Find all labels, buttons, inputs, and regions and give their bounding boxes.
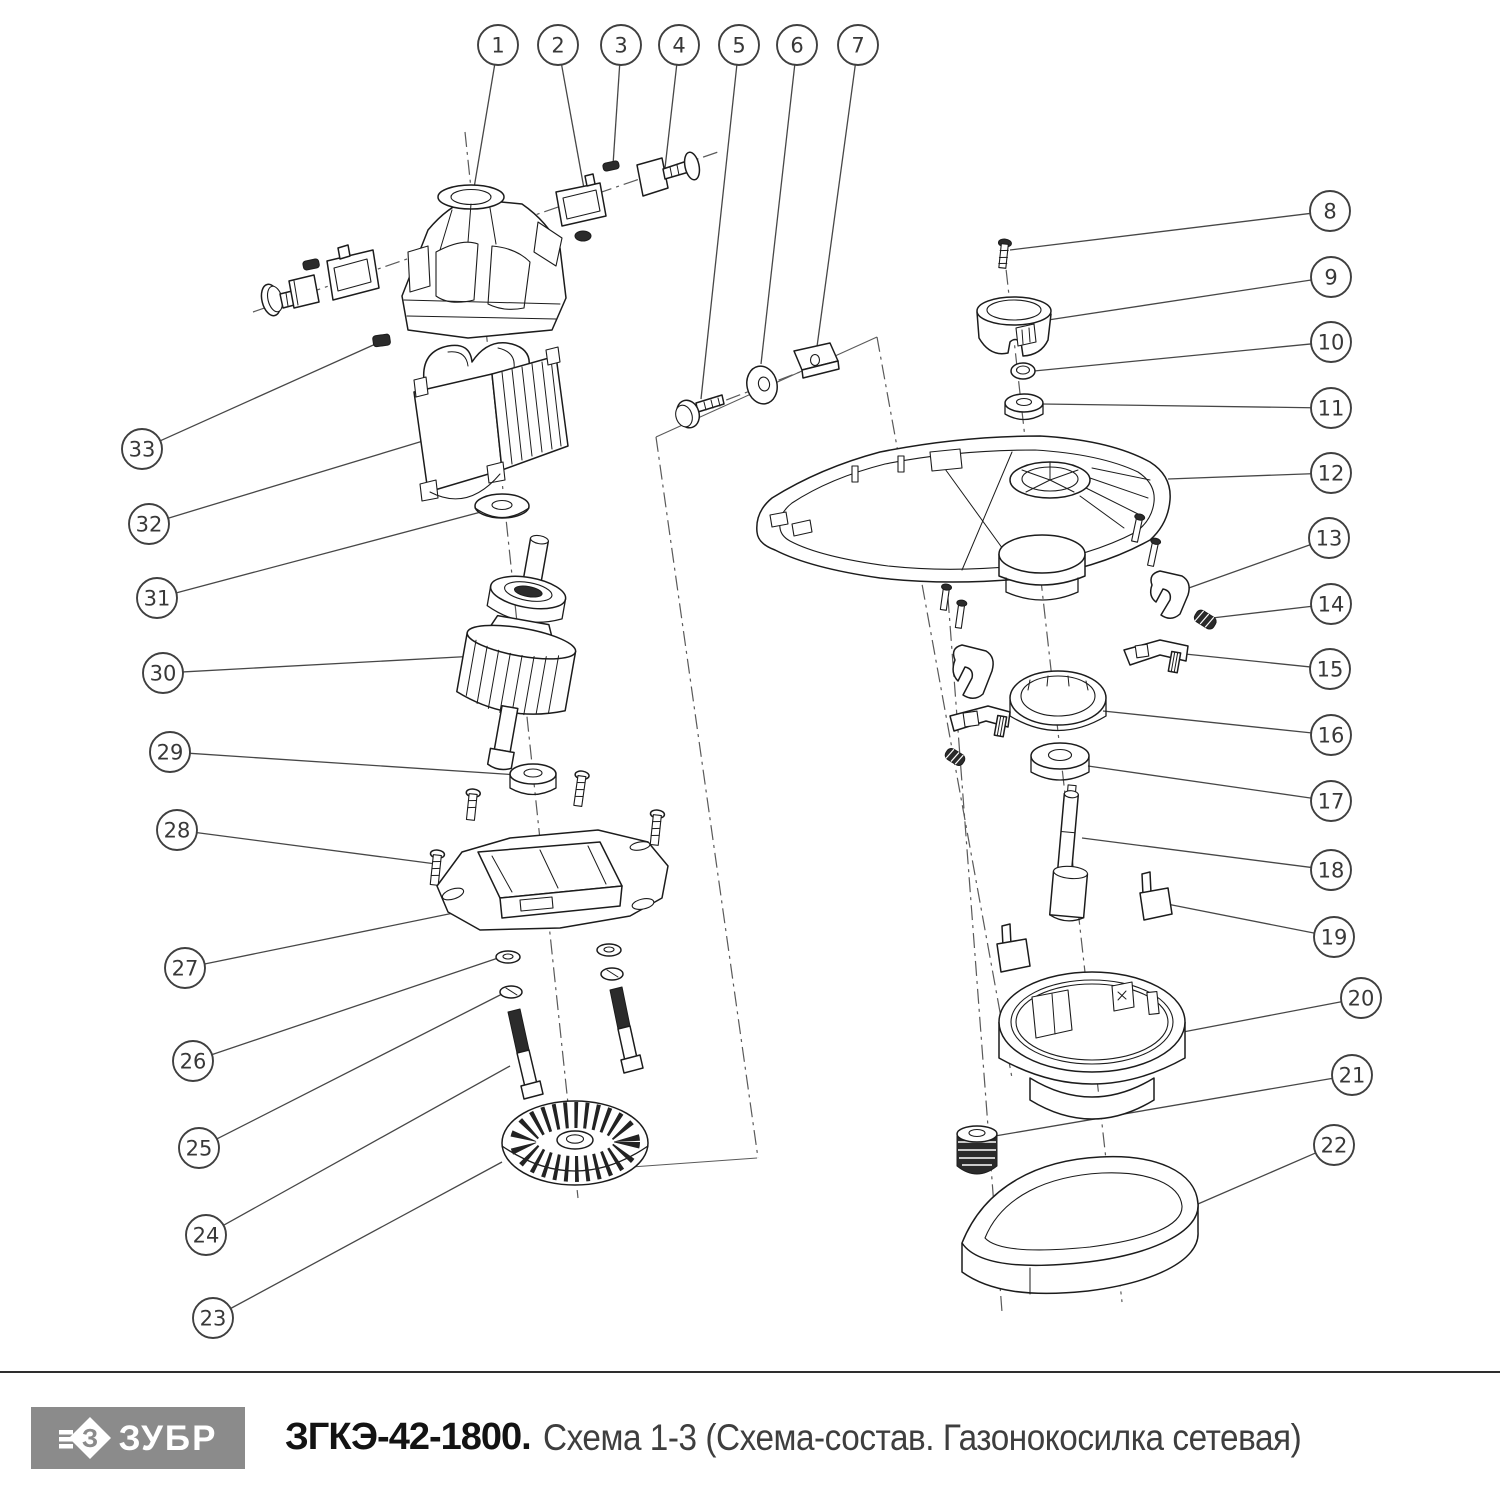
svg-text:31: 31 [143, 586, 171, 611]
leader-line-27 [205, 908, 478, 964]
brand-text: ЗУБР [118, 1418, 218, 1458]
callout-24 [186, 1215, 226, 1255]
leader-line-13 [1186, 545, 1310, 589]
screw-28d [647, 809, 665, 845]
callout-22 [1314, 1125, 1354, 1165]
svg-text:1: 1 [491, 33, 505, 58]
svg-text:17: 17 [1317, 789, 1345, 814]
leader-line-17 [1088, 766, 1311, 798]
svg-text:13: 13 [1315, 526, 1343, 551]
svg-text:19: 19 [1320, 925, 1348, 950]
callout-6 [777, 25, 817, 65]
svg-text:28: 28 [163, 818, 191, 843]
svg-text:27: 27 [171, 956, 199, 981]
part-11-bearing [1005, 394, 1043, 420]
svg-text:7: 7 [851, 33, 865, 58]
callout-2 [538, 25, 578, 65]
leader-line-22 [1191, 1153, 1316, 1207]
callout-3 [601, 25, 641, 65]
leader-line-9 [1048, 280, 1311, 320]
leader-line-5 [701, 65, 737, 399]
part-22-belt [962, 1157, 1198, 1294]
leader-line-11 [1042, 404, 1311, 408]
leader-line-7 [816, 65, 855, 354]
callout-32 [129, 504, 169, 544]
part-14-spring-left [943, 747, 966, 768]
schematic-title [285, 1373, 1385, 1500]
svg-text:23: 23 [199, 1306, 227, 1331]
part-26-washers [496, 944, 621, 963]
part-13-latch-left [953, 645, 993, 698]
callout-14 [1311, 584, 1351, 624]
part-33-nut [372, 334, 390, 347]
svg-text:33: 33 [128, 437, 156, 462]
callout-17 [1311, 781, 1351, 821]
callout-4 [659, 25, 699, 65]
part-4-cap-screw [637, 151, 702, 196]
part-15-bracket-right [1124, 640, 1188, 673]
callout-13 [1309, 518, 1349, 558]
leader-line-12 [1168, 474, 1311, 479]
svg-text:25: 25 [185, 1136, 213, 1161]
svg-text:16: 16 [1317, 723, 1345, 748]
svg-text:6: 6 [790, 33, 804, 58]
svg-text:4: 4 [672, 33, 686, 58]
leader-line-16 [1103, 711, 1311, 733]
part-6-washer [743, 363, 780, 406]
svg-text:З: З [81, 1423, 98, 1453]
part-13-latch-right [1151, 571, 1189, 618]
svg-text:5: 5 [732, 33, 746, 58]
leader-line-3 [613, 65, 620, 165]
callout-16 [1311, 715, 1351, 755]
part-21-bushing [957, 1126, 997, 1174]
callout-23 [193, 1298, 233, 1338]
part-2-brush-holder [556, 174, 606, 241]
callout-8 [1310, 191, 1350, 231]
leader-line-23 [231, 1162, 502, 1308]
svg-text:14: 14 [1317, 592, 1345, 617]
part-32-stator [414, 343, 568, 501]
part-3-screw [602, 160, 619, 171]
leader-line-30 [183, 656, 477, 672]
svg-text:21: 21 [1338, 1063, 1366, 1088]
callout-10 [1311, 322, 1351, 362]
svg-text:3: 3 [614, 33, 628, 58]
part-20-blade-drum [999, 972, 1185, 1119]
callout-18 [1311, 850, 1351, 890]
callout-12 [1311, 453, 1351, 493]
zubr-logo-icon [59, 1415, 111, 1461]
callout-28 [157, 810, 197, 850]
svg-text:30: 30 [149, 661, 177, 686]
svg-text:9: 9 [1324, 265, 1338, 290]
part-24-bolt-left [508, 1009, 543, 1099]
callout-25 [179, 1128, 219, 1168]
callout-1 [478, 25, 518, 65]
part-27-motor-mount [437, 830, 668, 930]
footer [0, 1371, 1500, 1500]
svg-text:10: 10 [1317, 330, 1345, 355]
leader-lines [160, 65, 1341, 1309]
svg-text:22: 22 [1320, 1133, 1348, 1158]
svg-text:20: 20 [1347, 986, 1375, 1011]
svg-text:32: 32 [135, 512, 163, 537]
callout-11 [1311, 388, 1351, 428]
callout-19 [1314, 917, 1354, 957]
part-14-spring-right [1192, 608, 1218, 631]
part-9-knob [977, 297, 1051, 356]
part-18-shaft [1049, 784, 1095, 922]
part-17-bearing [1031, 743, 1089, 780]
svg-text:12: 12 [1317, 461, 1345, 486]
leader-line-2 [562, 65, 585, 194]
callout-20 [1341, 978, 1381, 1018]
leader-line-15 [1185, 654, 1310, 667]
leader-line-14 [1212, 606, 1311, 618]
leader-line-26 [212, 956, 504, 1055]
part-29-bearing [510, 764, 556, 795]
callout-7 [838, 25, 878, 65]
leader-line-29 [190, 753, 518, 775]
part-7-plate [794, 343, 839, 378]
part-19-plate-right [1140, 872, 1172, 920]
leader-line-28 [197, 833, 436, 864]
part-12-deck-housing [757, 436, 1170, 629]
callout-15 [1310, 649, 1350, 689]
svg-text:8: 8 [1323, 199, 1337, 224]
leader-line-1 [472, 65, 495, 200]
callout-26 [173, 1041, 213, 1081]
part-1-motor-top-housing [402, 185, 566, 338]
part-10-ring [1011, 363, 1035, 379]
svg-text:18: 18 [1317, 858, 1345, 883]
part-19-plate-left [997, 924, 1030, 972]
leader-line-10 [1034, 344, 1311, 371]
svg-text:15: 15 [1316, 657, 1344, 682]
callout-21 [1332, 1055, 1372, 1095]
callout-9 [1311, 257, 1351, 297]
brush-kit-left-group [258, 245, 379, 318]
leader-line-19 [1167, 904, 1314, 933]
svg-text:2: 2 [551, 33, 565, 58]
callout-29 [150, 732, 190, 772]
callout-31 [137, 578, 177, 618]
leader-line-8 [1010, 213, 1310, 250]
callout-30 [143, 653, 183, 693]
callout-33 [122, 429, 162, 469]
leader-line-32 [168, 431, 456, 518]
screw-28b [571, 770, 590, 807]
callout-27 [165, 948, 205, 988]
screw-28c [463, 788, 480, 820]
zubr-logo [31, 1407, 245, 1469]
svg-text:29: 29 [156, 740, 184, 765]
part-15-bracket-left [950, 706, 1010, 737]
leader-line-31 [176, 508, 496, 593]
leader-line-6 [761, 65, 795, 364]
svg-text:26: 26 [179, 1049, 207, 1074]
leader-line-24 [223, 1066, 510, 1225]
leader-line-33 [160, 342, 380, 441]
part-8-screw [996, 238, 1012, 268]
part-31-washer [475, 494, 529, 518]
leader-line-20 [1183, 1002, 1341, 1032]
part-24-bolt-right [610, 987, 643, 1073]
leader-line-4 [665, 65, 677, 168]
leader-line-25 [217, 992, 506, 1139]
part-16-ring [1010, 671, 1106, 731]
svg-text:24: 24 [192, 1223, 220, 1248]
callout-bubbles [122, 25, 1381, 1338]
part-30-rotor [445, 526, 594, 779]
part-5-screw [673, 395, 724, 431]
callout-5 [719, 25, 759, 65]
schematic-subtitle: Схема 1-3 (Схема-состав. Газонокосилка сетевая) [542, 1416, 1301, 1458]
model-number: ЗГКЭ-42-1800. [285, 1416, 531, 1458]
leader-line-18 [1082, 838, 1311, 867]
part-23-fan [502, 1101, 648, 1185]
part-25-lock-washers [500, 968, 623, 998]
svg-text:11: 11 [1317, 396, 1345, 421]
